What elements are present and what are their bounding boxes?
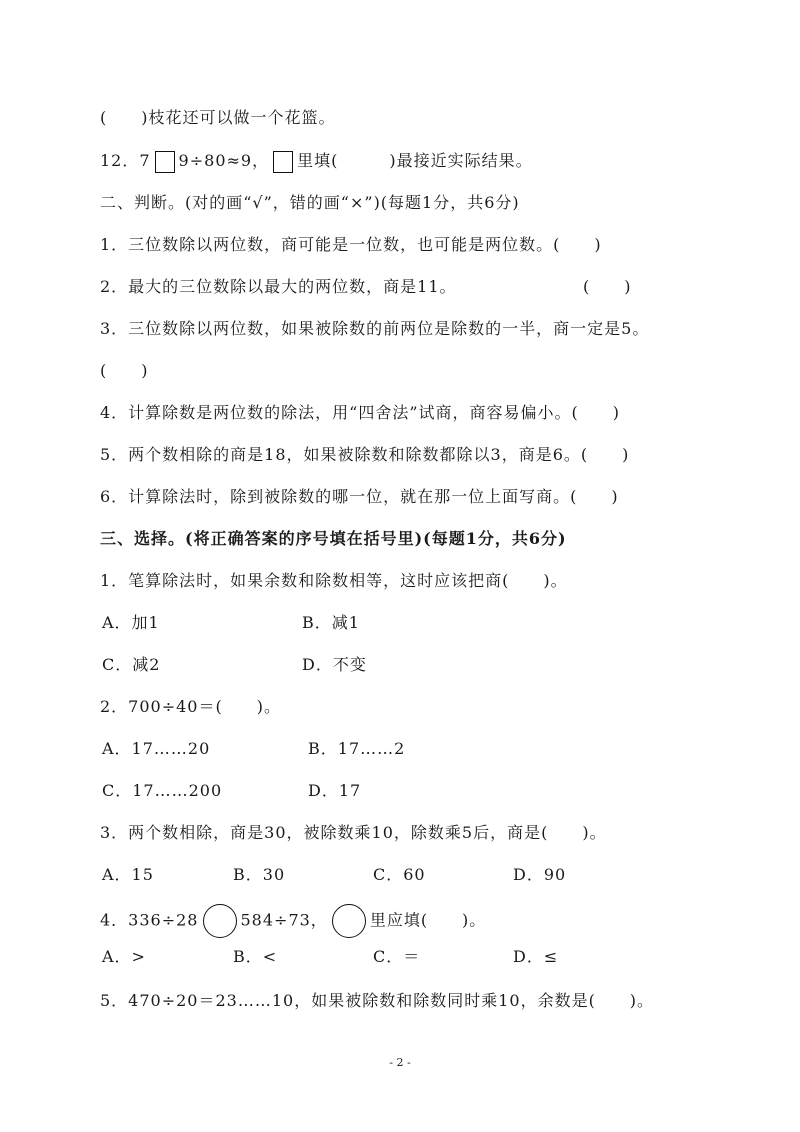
choice-q2-option-d[interactable]: D．17 [308, 781, 362, 800]
judge-item-3: 3．三位数除以两位数，如果被除数的前两位是除数的一半，商一定是5。 [100, 319, 650, 338]
q12 [100, 150, 533, 173]
answer-box[interactable] [273, 151, 293, 173]
choice-q3-option-c[interactable]: C．60 [373, 865, 426, 884]
choice-q2-option-b[interactable]: B．17……2 [308, 739, 406, 758]
judge-item-1: 1．三位数除以两位数，商可能是一位数，也可能是两位数。( ) [100, 235, 602, 254]
choice-q1-option-d[interactable]: D．不变 [302, 655, 367, 674]
q4-suffix: 里应填( )。 [369, 910, 487, 930]
judge-item-2-blank[interactable]: ( ) [583, 277, 632, 296]
judge-item-4: 4．计算除数是两位数的除法，用“四舍法”试商，商容易偏小。( ) [100, 403, 621, 422]
choice-q1-option-a[interactable]: A．加1 [102, 613, 160, 632]
compare-circle[interactable] [203, 904, 237, 938]
q4-prefix: 4．336÷28 [100, 910, 199, 930]
judge-item-6: 6．计算除法时，除到被除数的哪一位，就在那一位上面写商。( ) [100, 487, 619, 506]
q12-middle: 9÷80≈9， [178, 151, 270, 170]
compare-circle[interactable] [332, 904, 366, 938]
q12-prefix: 12．7 [100, 151, 151, 170]
judge-item-2: 2．最大的三位数除以最大的两位数，商是11。 [100, 277, 457, 296]
section2-title: 二、判断。(对的画“√”，错的画“×”)(每题1分，共6分) [100, 193, 520, 212]
choice-q3-option-a[interactable]: A．15 [102, 865, 154, 884]
page-number: - 2 - [389, 1056, 411, 1069]
choice-q1-option-b[interactable]: B．减1 [302, 613, 360, 632]
judge-item-5: 5．两个数相除的商是18，如果被除数和除数都除以3，商是6。( ) [100, 445, 630, 464]
choice-q4-stem [100, 904, 486, 938]
choice-q3-option-d[interactable]: D．90 [513, 865, 567, 884]
choice-q2-option-a[interactable]: A．17……20 [102, 739, 211, 758]
choice-q1-stem: 1．笔算除法时，如果余数和除数相等，这时应该把商( )。 [100, 571, 568, 590]
choice-q4-option-a[interactable]: A．> [102, 947, 146, 966]
answer-box[interactable] [155, 151, 175, 173]
choice-q2-option-c[interactable]: C．17……200 [102, 781, 223, 800]
q11-tail: ( )枝花还可以做一个花篮。 [100, 108, 336, 127]
choice-q1-option-c[interactable]: C．减2 [102, 655, 161, 674]
q12-suffix: 里填( )最接近实际结果。 [297, 151, 533, 170]
choice-q4-option-c[interactable]: C．＝ [373, 947, 421, 966]
choice-q4-option-b[interactable]: B．< [233, 947, 278, 966]
choice-q4-option-d[interactable]: D．≤ [513, 947, 559, 966]
choice-q5-stem: 5．470÷20＝23……10，如果被除数和除数同时乘10，余数是( )。 [100, 991, 655, 1010]
section3-title: 三、选择。(将正确答案的序号填在括号里)(每题1分，共6分) [100, 529, 567, 548]
judge-item-3-blank[interactable]: ( ) [100, 361, 149, 380]
choice-q3-stem: 3．两个数相除，商是30，被除数乘10，除数乘5后，商是( )。 [100, 823, 607, 842]
choice-q2-stem: 2．700÷40＝( )。 [100, 697, 281, 716]
choice-q3-option-b[interactable]: B．30 [233, 865, 286, 884]
q4-middle: 584÷73， [240, 910, 328, 930]
